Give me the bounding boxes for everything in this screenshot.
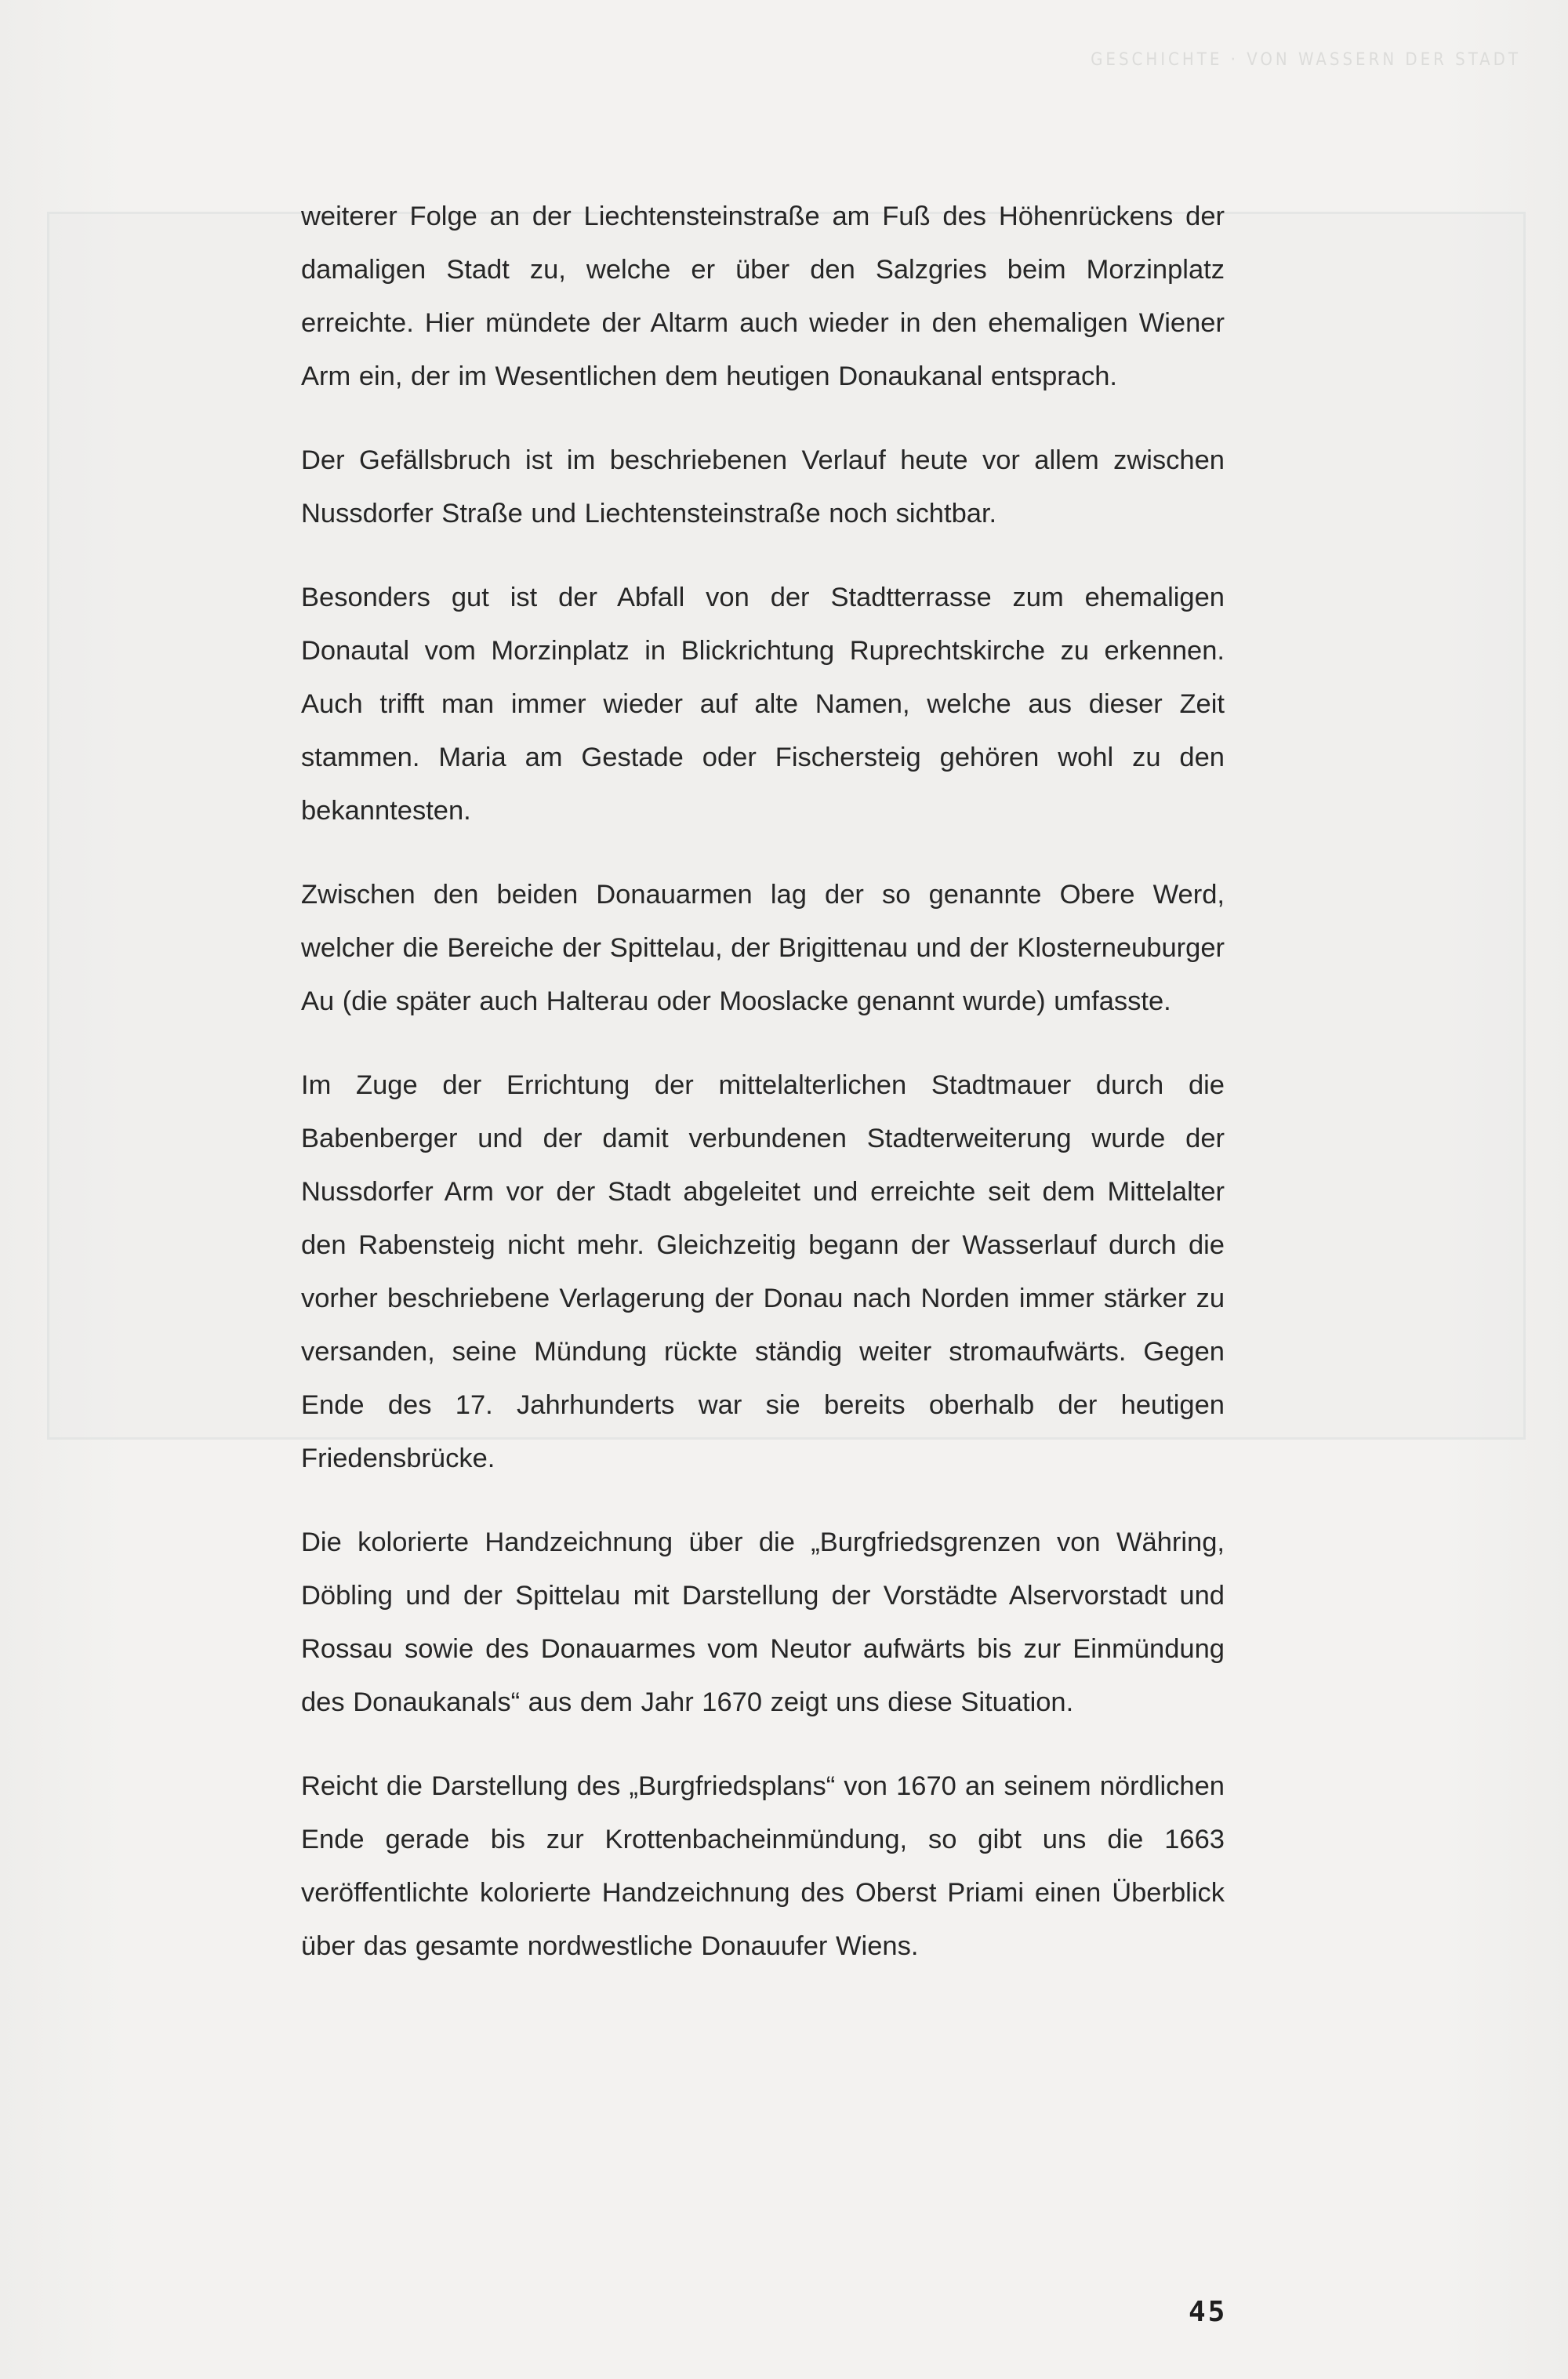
paragraph: weiterer Folge an der Liechtensteinstraße am Fuß des Höhenrückens der damaligen Stadt zu, welche er über den Salzgries beim Morzinplatz erreichte. Hier mündete der Altarm auch wieder in den ehemaligen Wiener Arm ein, der im Wesentlichen dem heutigen Donaukanal entsprach. (301, 202, 1225, 391)
paragraph: Im Zuge der Errichtung der mittelalterlichen Stadtmauer durch die Babenberger und der damit verbundenen Stadterweiterung wurde der Nussdorfer Arm vor der Stadt abgeleitet und erreichte seit dem Mittelalter den Rabensteig nicht mehr. Gleichzeitig begann der Wasserlauf durch die vorher beschriebene Verlagerung der Donau nach Norden immer stärker zu versanden, seine Mündung rückte ständig weiter stromaufwärts. Gegen Ende des 17. Jahrhunderts war sie bereits oberhalb der heutigen Friedensbrücke. (301, 1070, 1225, 1473)
body-text (301, 190, 1225, 2003)
paragraph: Reicht die Darstellung des „Burgfriedsplans“ von 1670 an seinem nördlichen Ende gerade bis zur Krottenbacheinmündung, so gibt uns die 1663 veröffentlichte kolorierte Handzeichnung des Oberst Priami einen Überblick über das gesamte nordwestliche Donauufer Wiens. (301, 1771, 1225, 1961)
paragraph: Der Gefällsbruch ist im beschriebenen Verlauf heute vor allem zwischen Nussdorfer Straße und Liechtensteinstraße noch sichtbar. (301, 445, 1225, 528)
paragraph: Die kolorierte Handzeichnung über die „Burgfriedsgrenzen von Währing, Döbling und der Spittelau mit Darstellung der Vorstädte Alservorstadt und Rossau sowie des Donauarmes vom Neutor aufwärts bis zur Einmündung des Donaukanals“ aus dem Jahr 1670 zeigt uns diese Situation. (301, 1527, 1225, 1717)
page-number: 45 (1189, 2296, 1228, 2328)
paragraph: Zwischen den beiden Donauarmen lag der so genannte Obere Werd, welcher die Bereiche der Spittelau, der Brigittenau und der Klosterneuburger Au (die später auch Halterau oder Mooslacke genannt wurde) umfasste. (301, 880, 1225, 1016)
running-header: GESCHICHTE · VON WASSERN DER STADT (1091, 50, 1521, 70)
paragraph: Besonders gut ist der Abfall von der Stadtterrasse zum ehemaligen Donautal vom Morzinplatz in Blickrichtung Ruprechtskirche zu erkennen. Auch trifft man immer wieder auf alte Namen, welche aus dieser Zeit stammen. Maria am Gestade oder Fischersteig gehören wohl zu den bekanntesten. (301, 583, 1225, 826)
